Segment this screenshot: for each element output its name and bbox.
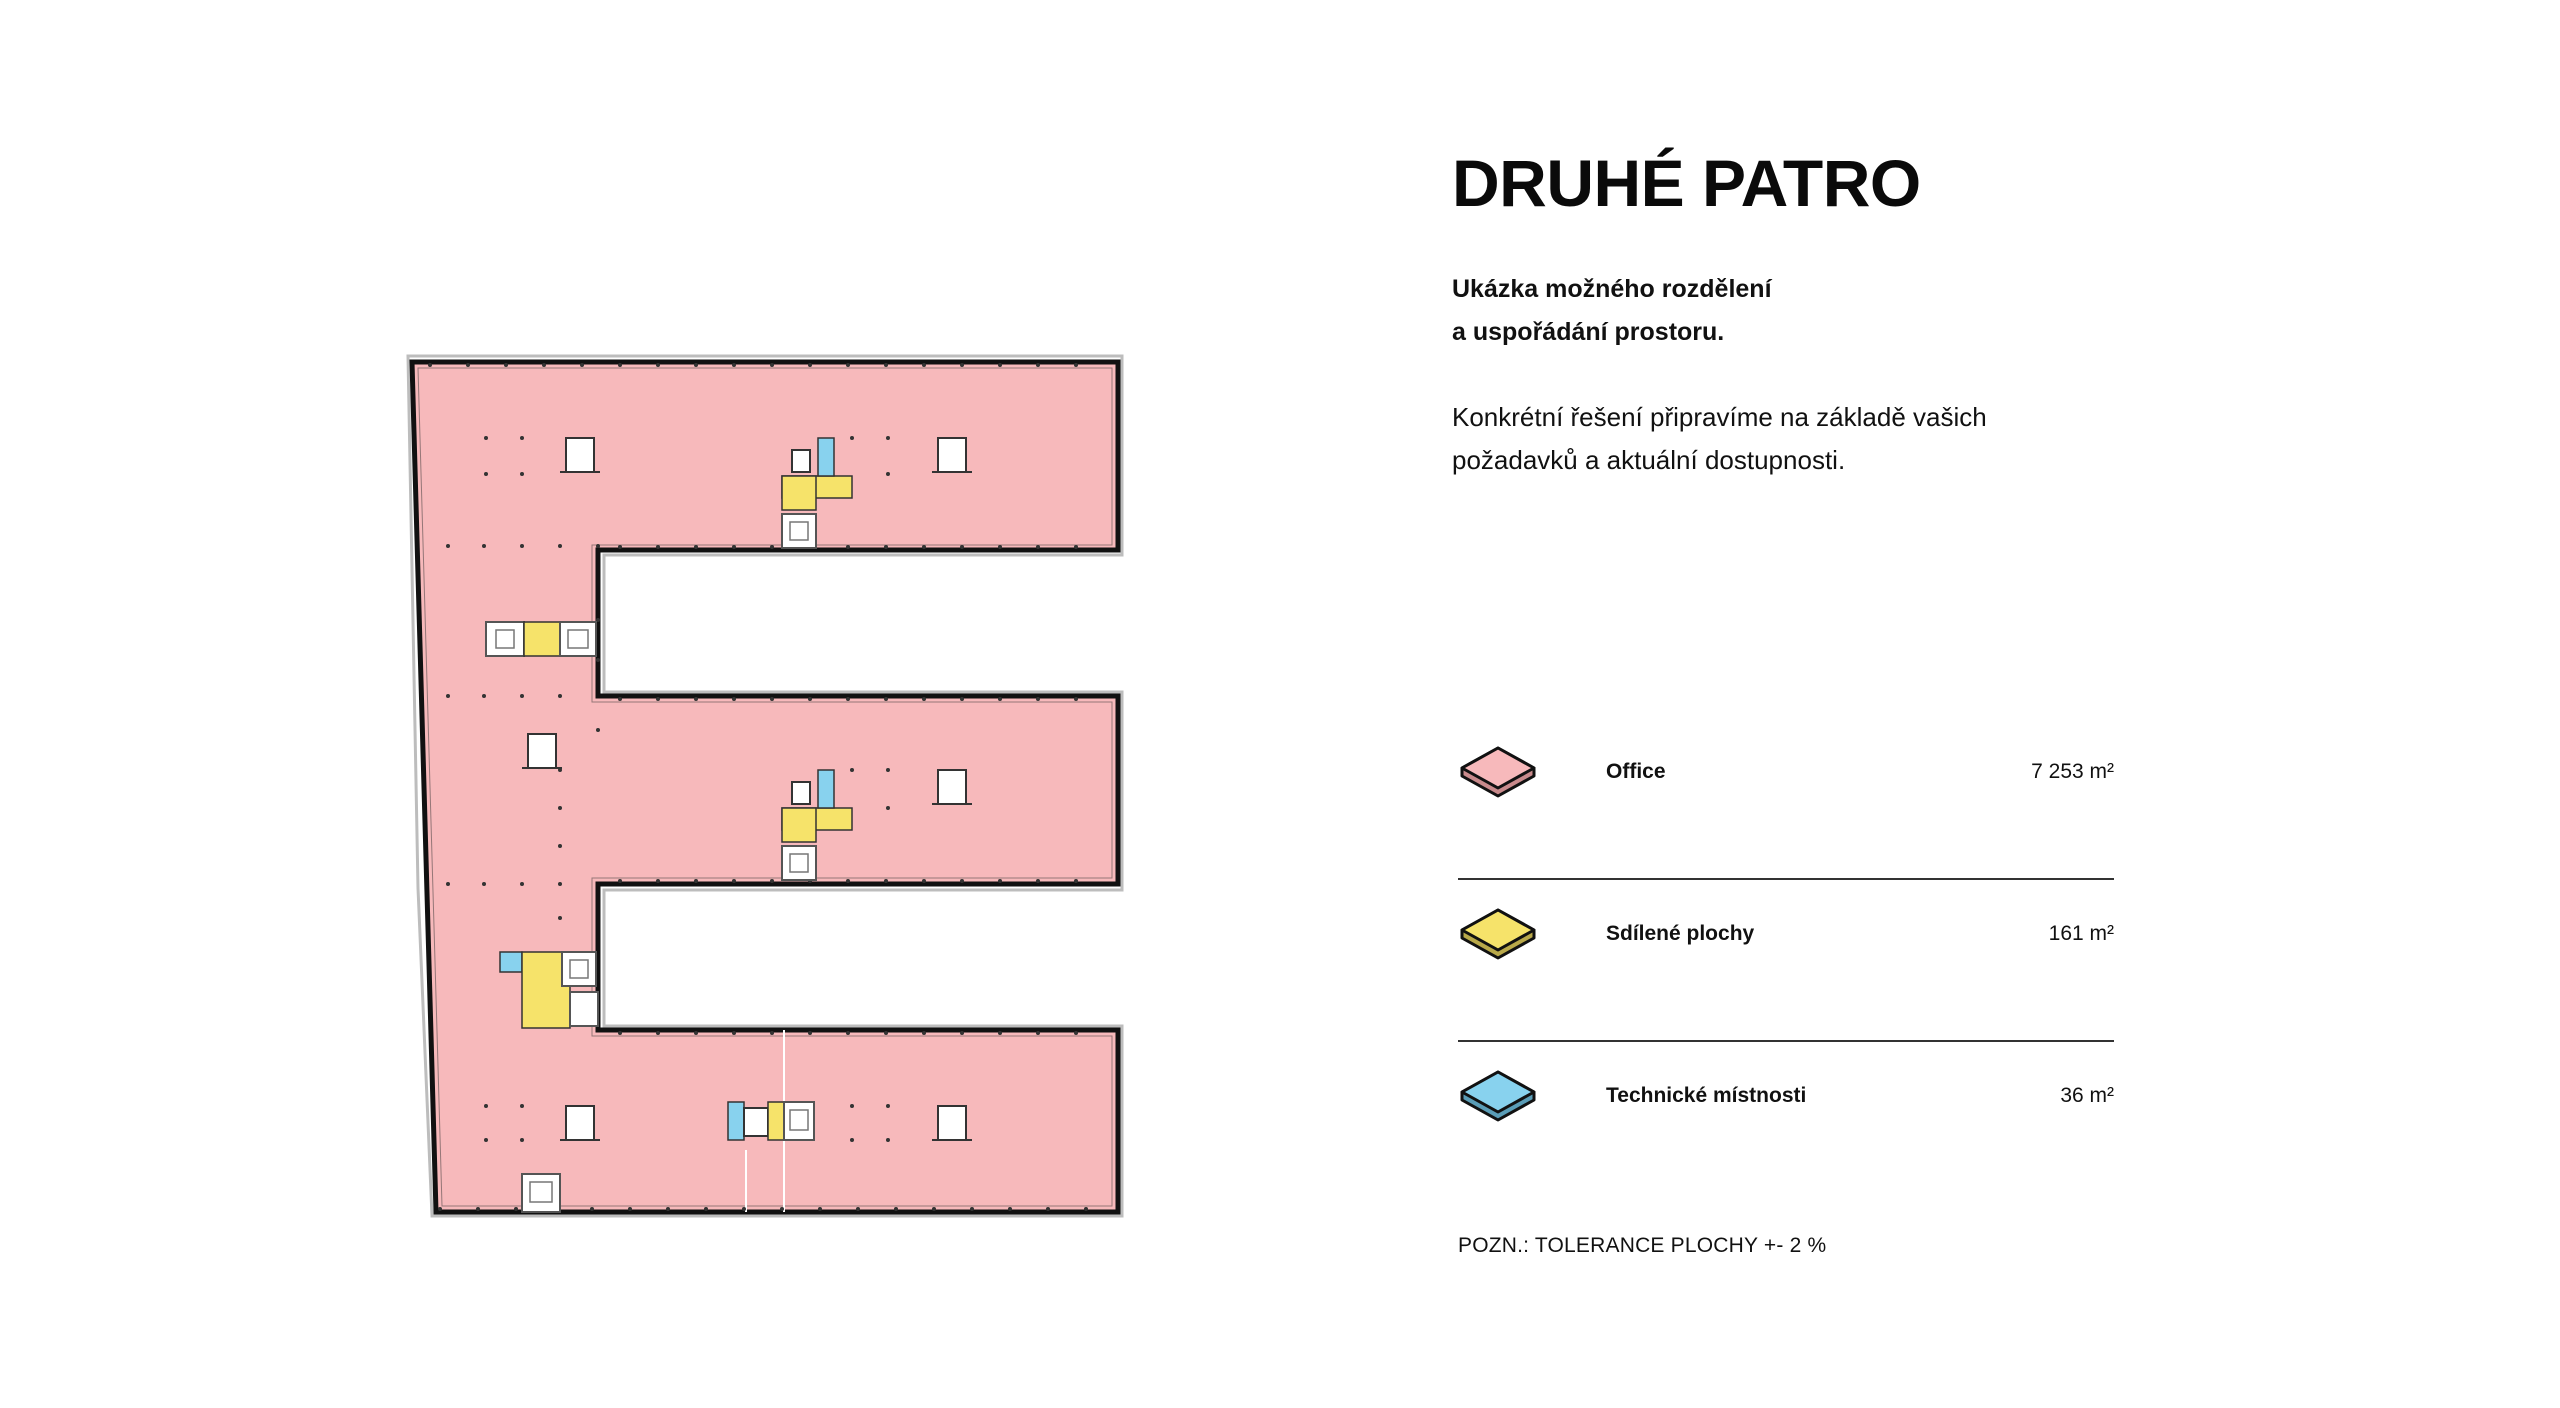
column-dot [960, 1031, 964, 1035]
column-dot [558, 694, 562, 698]
column-dot [732, 1031, 736, 1035]
column-dot [520, 436, 524, 440]
column-dot [558, 882, 562, 886]
column-dot [596, 728, 600, 732]
column-dot [850, 1104, 854, 1108]
page-title: DRUHÉ PATRO [1452, 146, 1921, 220]
column-dot [732, 879, 736, 883]
column-dot [446, 882, 450, 886]
room-box [938, 438, 966, 472]
column-dot [732, 363, 736, 367]
description [1452, 396, 2132, 482]
column-dot [884, 545, 888, 549]
column-dot [886, 1138, 890, 1142]
column-dot [922, 545, 926, 549]
column-dot [998, 545, 1002, 549]
column-dot [884, 1031, 888, 1035]
column-dot [1008, 1207, 1012, 1211]
legend-item-shared [1458, 880, 2114, 1042]
column-dot [558, 544, 562, 548]
column-dot [514, 1207, 518, 1211]
column-dot [504, 363, 508, 367]
legend-item-office [1458, 718, 2114, 880]
column-dot [742, 1207, 746, 1211]
column-dot [656, 545, 660, 549]
column-dot [808, 363, 812, 367]
column-dot [618, 545, 622, 549]
column-dot [580, 363, 584, 367]
column-dot [694, 545, 698, 549]
room-box [566, 1106, 594, 1140]
legend-label: Office [1606, 760, 1666, 783]
subtitle-line: a uspořádání prostoru. [1452, 318, 1725, 346]
column-dot [922, 1031, 926, 1035]
description-line: požadavků a aktuální dostupnosti. [1452, 445, 1846, 475]
core-bottom [728, 1102, 814, 1140]
column-dot [960, 545, 964, 549]
legend-label: Technické místnosti [1606, 1084, 1807, 1107]
column-dot [960, 697, 964, 701]
column-dot [960, 363, 964, 367]
subtitle [1452, 268, 2132, 354]
column-dot [520, 472, 524, 476]
column-dot [466, 363, 470, 367]
column-dot [846, 545, 850, 549]
column-dot [428, 363, 432, 367]
column-dot [666, 1207, 670, 1211]
column-dot [922, 697, 926, 701]
legend-value: 36 m² [2060, 1084, 2114, 1107]
pink-tile-icon [1458, 744, 1538, 802]
column-dot [846, 363, 850, 367]
legend [1458, 718, 2114, 1204]
column-dot [558, 806, 562, 810]
column-dot [618, 1031, 622, 1035]
column-dot [484, 472, 488, 476]
column-dot [484, 1104, 488, 1108]
column-dot [1036, 879, 1040, 883]
column-dot [520, 694, 524, 698]
column-dot [732, 697, 736, 701]
column-dot [886, 436, 890, 440]
column-dot [770, 879, 774, 883]
column-dot [1036, 363, 1040, 367]
subtitle-line: Ukázka možného rozdělení [1452, 275, 1772, 303]
column-dot [770, 545, 774, 549]
column-dot [850, 436, 854, 440]
column-dot [618, 879, 622, 883]
column-dot [590, 1207, 594, 1211]
column-dot [520, 882, 524, 886]
office-area [412, 362, 1118, 1212]
column-dot [482, 882, 486, 886]
column-dot [656, 879, 660, 883]
column-dot [886, 1104, 890, 1108]
column-dot [1036, 697, 1040, 701]
column-dot [960, 879, 964, 883]
column-dot [476, 1207, 480, 1211]
column-dot [846, 879, 850, 883]
column-dot [1046, 1207, 1050, 1211]
column-dot [482, 694, 486, 698]
column-dot [1084, 1207, 1088, 1211]
column-dot [694, 1031, 698, 1035]
blue-tile-icon [1458, 1068, 1538, 1126]
room-box [528, 734, 556, 768]
column-dot [656, 1031, 660, 1035]
column-dot [596, 544, 600, 548]
column-dot [856, 1207, 860, 1211]
column-dot [1036, 545, 1040, 549]
column-dot [1074, 697, 1078, 701]
column-dot [656, 697, 660, 701]
description-line: Konkrétní řešení připravíme na základě vašich [1452, 402, 1987, 432]
tolerance-note: POZN.: TOLERANCE PLOCHY +- 2 % [1458, 1234, 1827, 1257]
column-dot [542, 363, 546, 367]
column-dot [818, 1207, 822, 1211]
column-dot [780, 1207, 784, 1211]
column-dot [694, 363, 698, 367]
column-dot [886, 472, 890, 476]
legend-label: Sdílené plochy [1606, 922, 1755, 945]
column-dot [970, 1207, 974, 1211]
column-dot [618, 697, 622, 701]
column-dot [808, 697, 812, 701]
column-dot [886, 768, 890, 772]
column-dot [1036, 1031, 1040, 1035]
core-spine-upper [486, 622, 596, 656]
column-dot [770, 1031, 774, 1035]
column-dot [1074, 1031, 1078, 1035]
column-dot [850, 768, 854, 772]
column-dot [922, 879, 926, 883]
column-dot [770, 697, 774, 701]
room-box [938, 770, 966, 804]
yellow-tile-icon [1458, 906, 1538, 964]
stair-bottom [522, 1174, 560, 1212]
column-dot [558, 916, 562, 920]
column-dot [732, 545, 736, 549]
legend-item-technical [1458, 1042, 2114, 1204]
legend-value: 7 253 m² [2031, 760, 2114, 783]
column-dot [846, 697, 850, 701]
column-dot [932, 1207, 936, 1211]
column-dot [846, 1031, 850, 1035]
column-dot [558, 844, 562, 848]
column-dot [482, 544, 486, 548]
column-dot [484, 1138, 488, 1142]
column-dot [656, 363, 660, 367]
column-dot [886, 806, 890, 810]
column-dot [884, 879, 888, 883]
column-dot [628, 1207, 632, 1211]
column-dot [1074, 545, 1078, 549]
column-dot [998, 363, 1002, 367]
column-dot [438, 1207, 442, 1211]
room-box [938, 1106, 966, 1140]
column-dot [998, 879, 1002, 883]
column-dot [998, 1031, 1002, 1035]
column-dot [704, 1207, 708, 1211]
column-dot [446, 694, 450, 698]
column-dot [618, 363, 622, 367]
room-box [566, 438, 594, 472]
column-dot [694, 879, 698, 883]
legend-value: 161 m² [2048, 922, 2114, 945]
column-dot [770, 363, 774, 367]
column-dot [596, 658, 600, 662]
column-dot [884, 697, 888, 701]
column-dot [446, 544, 450, 548]
column-dot [922, 363, 926, 367]
column-dot [894, 1207, 898, 1211]
column-dot [520, 1104, 524, 1108]
column-dot [850, 1138, 854, 1142]
column-dot [1074, 879, 1078, 883]
column-dot [808, 1031, 812, 1035]
column-dot [484, 436, 488, 440]
column-dot [1074, 363, 1078, 367]
column-dot [520, 544, 524, 548]
column-dot [520, 1138, 524, 1142]
column-dot [998, 697, 1002, 701]
column-dot [884, 363, 888, 367]
info-panel [1452, 146, 2132, 482]
column-dot [694, 697, 698, 701]
